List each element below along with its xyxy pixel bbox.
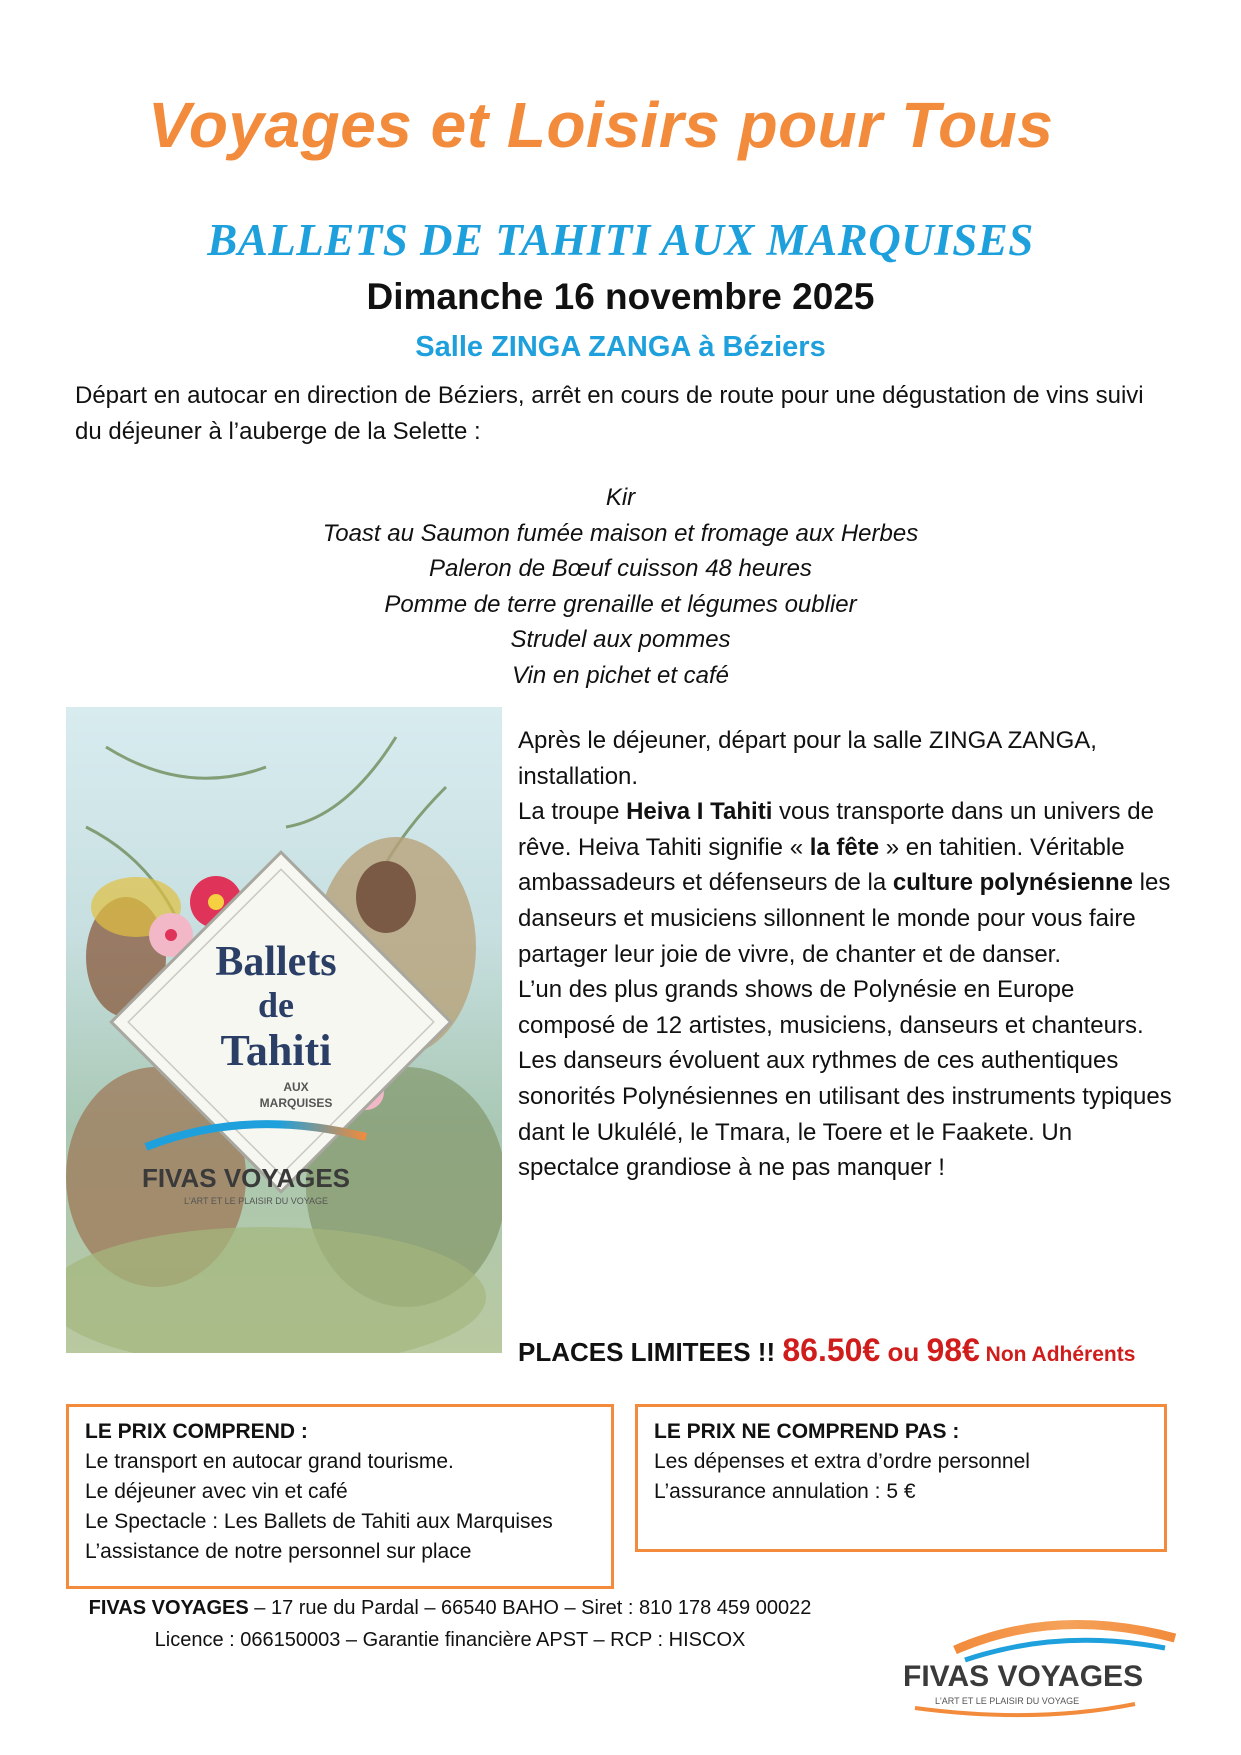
footer-company: FIVAS VOYAGES (88, 1597, 249, 1619)
pricing-line (518, 1332, 1135, 1369)
price-excludes-box (635, 1404, 1167, 1552)
places-limited-label: PLACES LIMITEES (518, 1337, 751, 1367)
poster-logo-name: FIVAS VOYAGES (141, 1163, 351, 1193)
footer (70, 1592, 830, 1656)
lunch-menu (0, 480, 1241, 693)
excludes-item: L’assurance annulation : 5 € (654, 1480, 916, 1503)
footer-address-line: FIVAS VOYAGES – 17 rue du Pardal – 66540 BAHO – Siret : 810 178 459 00022 (88, 1597, 812, 1619)
event-date: Dimanche 16 novembre 2025 (366, 276, 875, 317)
menu-item: Pomme de terre grenaille et légumes oublier (384, 590, 857, 618)
includes-item: Le déjeuner avec vin et café (85, 1480, 348, 1503)
footer-licence-line: Licence : 066150003 – Garantie financière APST – RCP : HISCOX (154, 1629, 746, 1651)
footer-logo-name: FIVAS VOYAGES (903, 1660, 1144, 1693)
event-title: BALLETS DE TAHITI AUX MARQUISES (207, 215, 1034, 265)
exclamation: !! (750, 1337, 783, 1367)
poster-subtitle-line2: MARQUISES (259, 1096, 333, 1110)
footer-logo-tagline: L'ART ET LE PLAISIR DU VOYAGE (935, 1696, 1080, 1706)
menu-item: Kir (605, 484, 636, 511)
includes-item: L’assistance de notre personnel sur place (85, 1540, 472, 1563)
description-paragraph: La troupe Heiva I Tahiti vous transporte dans un univers de rêve. Heiva Tahiti signifie « la fête » en tahitien. Véritable ambassadeurs et défenseurs de la culture polynésienne les danseurs et musiciens sillonnent le monde pour vous faire partager leur joie de vivre, de chanter et de danser. (518, 798, 1171, 968)
description-paragraph: Les danseurs évoluent aux rythmes de ces authentiques sonorités Polynésiennes en utilisant des instruments typiques dant le Ukulélé, le Tmara, le Toere et le Faakete. Un spectalce grandiose à ne pas manquer ! (518, 1047, 1172, 1182)
fivas-logo (895, 1608, 1185, 1718)
menu-item: Vin en pichet et café (511, 661, 730, 689)
site-title: Voyages et Loisirs pour Tous (148, 89, 1054, 161)
excludes-item: Les dépenses et extra d’ordre personnel (654, 1450, 1030, 1473)
poster-title-line2: de (258, 985, 294, 1025)
includes-item: Le transport en autocar grand tourisme. (85, 1450, 454, 1473)
show-poster-image (66, 707, 502, 1353)
intro-paragraph: Départ en autocar en direction de Béziers, arrêt en cours de route pour une dégustation de vins suivi du déjeuner à l’auberge de la Selette : (75, 382, 1144, 445)
event-venue: Salle ZINGA ZANGA à Béziers (415, 331, 826, 363)
show-description (518, 723, 1178, 1186)
non-member-label: Non Adhérents (979, 1343, 1136, 1366)
price-includes-box (66, 1404, 614, 1589)
poster-title-line3: Tahiti (220, 1026, 332, 1075)
menu-item: Strudel aux pommes (510, 626, 731, 653)
menu-item: Paleron de Bœuf cuisson 48 heures (429, 555, 812, 582)
poster-subtitle-line1: AUX (283, 1080, 309, 1094)
member-price: 86.50€ (782, 1332, 881, 1368)
description-paragraph: Après le déjeuner, départ pour la salle ZINGA ZANGA, installation. (518, 727, 1097, 790)
includes-item: Le Spectacle : Les Ballets de Tahiti aux Marquises (85, 1510, 553, 1533)
logo-swoosh-blue-icon (965, 1640, 1165, 1660)
excludes-title: LE PRIX NE COMPREND PAS : (654, 1420, 960, 1443)
or-label: ou (880, 1337, 927, 1367)
poster-title-line1: Ballets (215, 939, 337, 985)
non-member-price: 98€ (926, 1332, 980, 1368)
description-paragraph: L’un des plus grands shows de Polynésie en Europe composé de 12 artistes, musiciens, danseurs et chanteurs. (518, 976, 1144, 1039)
poster-logo-tagline: L'ART ET LE PLAISIR DU VOYAGE (183, 1196, 329, 1206)
includes-title: LE PRIX COMPREND : (85, 1420, 308, 1443)
menu-item: Toast au Saumon fumée maison et fromage aux Herbes (322, 519, 919, 547)
